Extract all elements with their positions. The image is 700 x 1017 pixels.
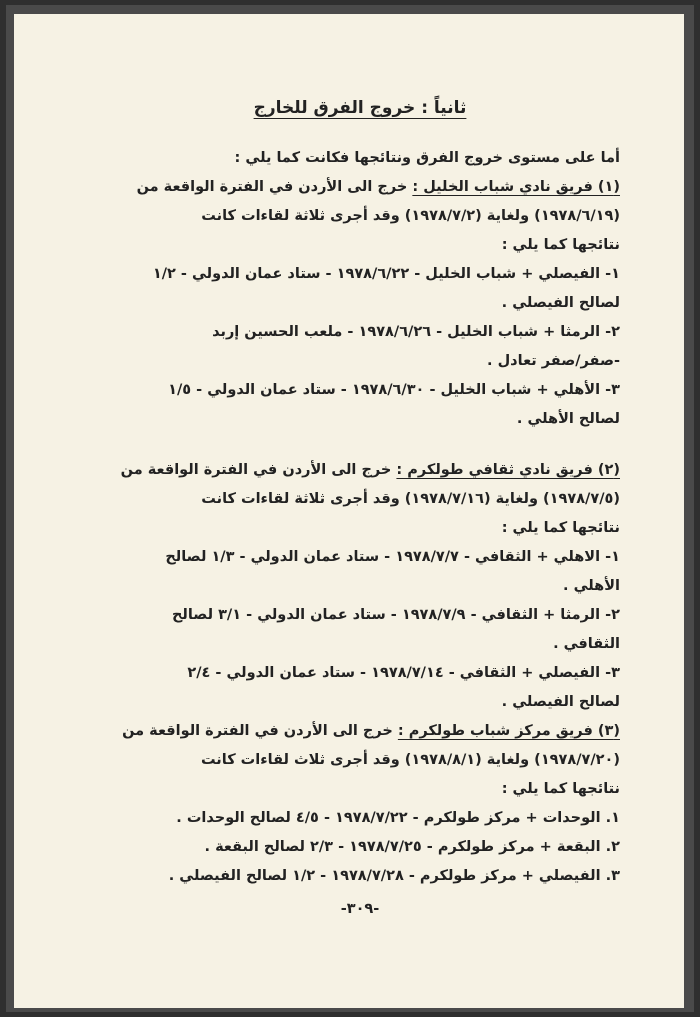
section-1-heading: (١) فريق نادي شباب الخليل :	[412, 179, 620, 195]
section-3-match-3: ٣. الفيصلي + مركز طولكرم - ١٩٧٨/٧/٢٨ - ١/٢ لصالح الفيصلي .	[168, 868, 620, 884]
section-2-line-3: نتائجها كما يلي :	[501, 520, 620, 536]
section-1-match-1-result: لصالح الفيصلي .	[501, 295, 620, 311]
section-2-match-3: ٣- الفيصلي + الثقافي - ١٩٧٨/٧/١٤ - ستاد عمان الدولي - ٢/٤	[187, 665, 620, 681]
section-1-heading-line	[100, 173, 620, 202]
intro-line: أما على مستوى خروج الفرق ونتائجها فكانت كما يلي :	[234, 150, 620, 166]
section-1-line-2: (١٩٧٨/٦/١٩) ولغاية (١٩٧٨/٧/٢) وقد أجرى ثلاثة لقاءات كانت	[201, 208, 620, 224]
section-gap	[100, 434, 620, 456]
section-1-match-3-result: لصالح الأهلي .	[516, 411, 620, 427]
section-3-line-3: نتائجها كما يلي :	[501, 781, 620, 797]
section-2-heading-line	[100, 456, 620, 485]
section-1-match-2: ٢- الرمثا + شباب الخليل - ١٩٧٨/٦/٢٦ - ملعب الحسين إربد	[212, 324, 620, 340]
section-3-heading: (٣) فريق مركز شباب طولكرم :	[397, 723, 620, 739]
section-1-match-2-result: -صفر/صفر تعادل .	[487, 353, 620, 369]
section-2-match-1: ١- الاهلي + الثقافي - ١٩٧٨/٧/٧ - ستاد عمان الدولي - ١/٣ لصالح	[165, 549, 620, 565]
page-number: -٣٠٩-	[340, 901, 380, 917]
section-1-line-1: خرج الى الأردن في الفترة الواقعة من	[136, 179, 413, 195]
section-2-line-2: (١٩٧٨/٧/٥) ولغاية (١٩٧٨/٧/١٦) وقد أجرى ثلاثة لقاءات كانت	[201, 491, 620, 507]
section-2-match-2: ٢- الرمثا + الثقافي - ١٩٧٨/٧/٩ - ستاد عمان الدولي - ٣/١ لصالح	[171, 607, 620, 623]
section-1-match-3: ٣- الأهلي + شباب الخليل - ١٩٧٨/٦/٣٠ - ستاد عمان الدولي - ١/٥	[168, 382, 620, 398]
section-3-line-1: خرج الى الأردن في الفترة الواقعة من	[122, 723, 398, 739]
section-2-match-2-result: الثقافي .	[553, 636, 620, 652]
document-content	[100, 98, 620, 924]
section-2-heading: (٢) فريق نادي ثقافي طولكرم :	[396, 462, 620, 478]
section-3-match-1: ١. الوحدات + مركز طولكرم - ١٩٧٨/٧/٢٢ - ٤/٥ لصالح الوحدات .	[176, 810, 620, 826]
section-3-line-2: (١٩٧٨/٧/٢٠) ولغاية (١٩٧٨/٨/١) وقد أجرى ثلاث لقاءات كانت	[200, 752, 620, 768]
section-2-match-1-result: الأهلي .	[563, 578, 620, 594]
section-3-match-2: ٢. البقعة + مركز طولكرم - ١٩٧٨/٧/٢٥ - ٢/٣ لصالح البقعة .	[204, 839, 620, 855]
section-3-heading-line	[100, 717, 620, 746]
section-1-line-3: نتائجها كما يلي :	[501, 237, 620, 253]
section-1-match-1: ١- الفيصلي + شباب الخليل - ١٩٧٨/٦/٢٢ - ستاد عمان الدولي - ١/٢	[152, 266, 620, 282]
section-2-line-1: خرج الى الأردن في الفترة الواقعة من	[120, 462, 397, 478]
section-2-match-3-result: لصالح الفيصلي .	[501, 694, 620, 710]
page-title: ثانياً : خروج الفرق للخارج	[253, 98, 467, 118]
